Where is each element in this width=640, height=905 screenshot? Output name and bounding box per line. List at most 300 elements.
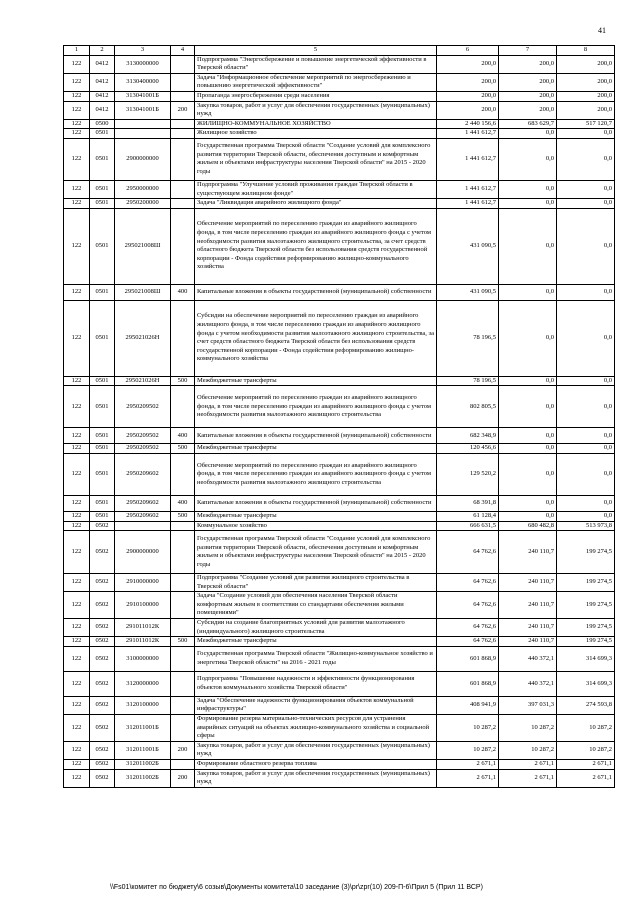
amount-2021-cell: 314 699,3 bbox=[557, 671, 615, 696]
table-row bbox=[64, 531, 615, 574]
amount-2019-cell: 666 631,5 bbox=[437, 521, 499, 531]
amount-2021-cell: 200,0 bbox=[557, 91, 615, 101]
amount-2019-cell: 78 196,5 bbox=[437, 376, 499, 386]
description-cell: Государственная программа Тверской области "Создание условий для комплексного развития территории Тверской области, обеспечения доступным и комфортным жильем и объектами инфраструктуры населения Тверской области" на 2015 - 2020 годы bbox=[195, 531, 437, 574]
ministry-code-cell: 122 bbox=[64, 671, 90, 696]
expense-type-cell bbox=[171, 208, 195, 284]
section-code-cell: 0412 bbox=[90, 73, 115, 91]
section-code-cell: 0502 bbox=[90, 531, 115, 574]
ministry-code-cell: 122 bbox=[64, 119, 90, 129]
amount-2020-cell: 240 110,7 bbox=[499, 592, 557, 619]
table-row bbox=[64, 129, 615, 139]
amount-2019-cell: 408 941,9 bbox=[437, 696, 499, 714]
description-cell: Закупка товаров, работ и услуг для обеспечения государственных (муниципальных) нужд bbox=[195, 101, 437, 119]
expense-type-cell: 400 bbox=[171, 428, 195, 444]
amount-2019-cell: 129 520,2 bbox=[437, 453, 499, 495]
section-code-cell: 0501 bbox=[90, 180, 115, 198]
amount-2021-cell: 0,0 bbox=[557, 138, 615, 180]
ministry-code-cell: 122 bbox=[64, 386, 90, 428]
amount-2021-cell: 517 120,7 bbox=[557, 119, 615, 129]
table-row bbox=[64, 592, 615, 619]
expense-type-cell bbox=[171, 574, 195, 592]
table-row bbox=[64, 138, 615, 180]
section-code-cell: 0501 bbox=[90, 444, 115, 454]
amount-2020-cell: 240 110,7 bbox=[499, 637, 557, 647]
description-cell: Подпрограмма "Улучшение условий проживания граждан Тверской области в существующем жилищном фонде" bbox=[195, 180, 437, 198]
header-row bbox=[64, 46, 615, 56]
table-row bbox=[64, 284, 615, 300]
amount-2020-cell: 10 287,2 bbox=[499, 715, 557, 742]
amount-2020-cell: 0,0 bbox=[499, 511, 557, 521]
target-article-cell: 295021026Н bbox=[115, 376, 171, 386]
section-code-cell: 0502 bbox=[90, 671, 115, 696]
description-cell: Обеспечение мероприятий по переселению граждан из аварийного жилищного фонда, в том числе переселению граждан из аварийного жилищного фонда с учетом необходимости развития малоэтажного жилищного строительства, за счет средств областного бюджета Тверской области без использования средств государственной корпорации - Фонда содействия реформированию жилищно-коммунального хозяйства bbox=[195, 208, 437, 284]
amount-2021-cell: 0,0 bbox=[557, 208, 615, 284]
amount-2020-cell: 0,0 bbox=[499, 199, 557, 209]
target-article-cell bbox=[115, 119, 171, 129]
ministry-code-cell: 122 bbox=[64, 444, 90, 454]
amount-2020-cell: 2 671,1 bbox=[499, 769, 557, 787]
amount-2019-cell: 431 090,5 bbox=[437, 208, 499, 284]
amount-2021-cell: 0,0 bbox=[557, 300, 615, 376]
amount-2019-cell: 2 671,1 bbox=[437, 760, 499, 770]
amount-2021-cell: 199 274,5 bbox=[557, 531, 615, 574]
table-row bbox=[64, 521, 615, 531]
expense-type-cell bbox=[171, 300, 195, 376]
ministry-code-cell: 122 bbox=[64, 511, 90, 521]
ministry-code-cell: 122 bbox=[64, 208, 90, 284]
amount-2019-cell: 601 868,9 bbox=[437, 646, 499, 671]
target-article-cell: 2950200000 bbox=[115, 199, 171, 209]
target-article-cell: 2910000000 bbox=[115, 574, 171, 592]
amount-2020-cell: 200,0 bbox=[499, 101, 557, 119]
amount-2021-cell: 0,0 bbox=[557, 386, 615, 428]
amount-2020-cell: 0,0 bbox=[499, 428, 557, 444]
amount-2020-cell: 0,0 bbox=[499, 180, 557, 198]
amount-2021-cell: 0,0 bbox=[557, 495, 615, 511]
table-row bbox=[64, 386, 615, 428]
target-article-cell: 3100000000 bbox=[115, 646, 171, 671]
amount-2020-cell: 10 287,2 bbox=[499, 741, 557, 759]
description-cell: Государственная программа Тверской области "Создание условий для комплексного развития территории Тверской области, обеспечения доступным и комфортным жильем и объектами инфраструктуры населения Тверской области" на 2015 - 2020 годы bbox=[195, 138, 437, 180]
ministry-code-cell: 122 bbox=[64, 592, 90, 619]
amount-2021-cell: 199 274,5 bbox=[557, 574, 615, 592]
amount-2020-cell: 200,0 bbox=[499, 91, 557, 101]
file-path-footer: \\Fs01\комитет по бюджету\6 созыв\Документы комитета\10 заседание (3)\pr\zpr(10) 209-П-6\Прил 5 (Прил 11 ВСР) bbox=[110, 884, 483, 891]
table-row bbox=[64, 428, 615, 444]
amount-2019-cell: 200,0 bbox=[437, 101, 499, 119]
target-article-cell: 2950209502 bbox=[115, 386, 171, 428]
target-article-cell: 2950209502 bbox=[115, 428, 171, 444]
description-cell: Формирование областного резерва топлива bbox=[195, 760, 437, 770]
section-code-cell: 0502 bbox=[90, 637, 115, 647]
amount-2019-cell: 1 441 612,7 bbox=[437, 138, 499, 180]
description-cell: Пропаганда энергосбережения среди населения bbox=[195, 91, 437, 101]
description-cell: Обеспечение мероприятий по переселению граждан из аварийного жилищного фонда, в том числе переселению граждан из аварийного жилищного фонда с учетом необходимости развития малоэтажного жилищного строительства bbox=[195, 453, 437, 495]
amount-2019-cell: 200,0 bbox=[437, 73, 499, 91]
table-row bbox=[64, 495, 615, 511]
expense-type-cell bbox=[171, 715, 195, 742]
section-code-cell: 0501 bbox=[90, 495, 115, 511]
target-article-cell: 291011012К bbox=[115, 637, 171, 647]
ministry-code-cell: 122 bbox=[64, 741, 90, 759]
target-article-cell: 312011002Б bbox=[115, 760, 171, 770]
amount-2019-cell: 10 287,2 bbox=[437, 715, 499, 742]
section-code-cell: 0501 bbox=[90, 129, 115, 139]
table-row bbox=[64, 55, 615, 73]
amount-2019-cell: 1 441 612,7 bbox=[437, 129, 499, 139]
amount-2019-cell: 200,0 bbox=[437, 91, 499, 101]
description-cell: Подпрограмма "Повышение надежности и эффективности функционирования объектов коммунального хозяйства Тверской области" bbox=[195, 671, 437, 696]
amount-2020-cell: 0,0 bbox=[499, 129, 557, 139]
expense-type-cell: 500 bbox=[171, 444, 195, 454]
ministry-code-cell: 122 bbox=[64, 521, 90, 531]
section-code-cell: 0502 bbox=[90, 646, 115, 671]
section-code-cell: 0501 bbox=[90, 284, 115, 300]
amount-2019-cell: 802 805,5 bbox=[437, 386, 499, 428]
section-code-cell: 0502 bbox=[90, 715, 115, 742]
amount-2020-cell: 2 671,1 bbox=[499, 760, 557, 770]
section-code-cell: 0412 bbox=[90, 101, 115, 119]
amount-2019-cell: 200,0 bbox=[437, 55, 499, 73]
target-article-cell bbox=[115, 521, 171, 531]
amount-2021-cell: 0,0 bbox=[557, 180, 615, 198]
amount-2021-cell: 200,0 bbox=[557, 73, 615, 91]
table-row bbox=[64, 637, 615, 647]
amount-2020-cell: 397 031,3 bbox=[499, 696, 557, 714]
section-code-cell: 0501 bbox=[90, 386, 115, 428]
amount-2021-cell: 0,0 bbox=[557, 444, 615, 454]
ministry-code-cell: 122 bbox=[64, 284, 90, 300]
ministry-code-cell: 122 bbox=[64, 453, 90, 495]
ministry-code-cell: 122 bbox=[64, 646, 90, 671]
table-row bbox=[64, 511, 615, 521]
target-article-cell: 3130400000 bbox=[115, 73, 171, 91]
description-cell: Капитальные вложения в объекты государственной (муниципальной) собственности bbox=[195, 495, 437, 511]
amount-2021-cell: 199 274,5 bbox=[557, 637, 615, 647]
expense-type-cell bbox=[171, 138, 195, 180]
amount-2021-cell: 2 671,1 bbox=[557, 760, 615, 770]
table-row bbox=[64, 376, 615, 386]
amount-2019-cell: 64 762,6 bbox=[437, 637, 499, 647]
amount-2020-cell: 0,0 bbox=[499, 138, 557, 180]
amount-2019-cell: 61 128,4 bbox=[437, 511, 499, 521]
amount-2019-cell: 601 868,9 bbox=[437, 671, 499, 696]
amount-2020-cell: 200,0 bbox=[499, 55, 557, 73]
amount-2020-cell: 200,0 bbox=[499, 73, 557, 91]
table-row bbox=[64, 769, 615, 787]
target-article-cell: 312011001Б bbox=[115, 715, 171, 742]
ministry-code-cell: 122 bbox=[64, 180, 90, 198]
table-row bbox=[64, 300, 615, 376]
table-row bbox=[64, 119, 615, 129]
expense-type-cell: 200 bbox=[171, 769, 195, 787]
amount-2021-cell: 10 287,2 bbox=[557, 715, 615, 742]
expense-type-cell bbox=[171, 73, 195, 91]
table-row bbox=[64, 715, 615, 742]
description-cell: Задача "Создание условий для обеспечения населения Тверской области комфортным жильем в соответствии со стандартами обеспечения жилыми помещениями" bbox=[195, 592, 437, 619]
section-code-cell: 0501 bbox=[90, 199, 115, 209]
table-row bbox=[64, 199, 615, 209]
description-cell: Межбюджетные трансферты bbox=[195, 444, 437, 454]
section-code-cell: 0502 bbox=[90, 741, 115, 759]
amount-2020-cell: 0,0 bbox=[499, 300, 557, 376]
expense-type-cell bbox=[171, 119, 195, 129]
table-row bbox=[64, 101, 615, 119]
description-cell: Закупка товаров, работ и услуг для обеспечения государственных (муниципальных) нужд bbox=[195, 769, 437, 787]
amount-2020-cell: 240 110,7 bbox=[499, 531, 557, 574]
expense-type-cell bbox=[171, 521, 195, 531]
description-cell: Межбюджетные трансферты bbox=[195, 637, 437, 647]
amount-2019-cell: 682 348,9 bbox=[437, 428, 499, 444]
amount-2019-cell: 2 440 156,6 bbox=[437, 119, 499, 129]
table-row bbox=[64, 671, 615, 696]
amount-2020-cell: 0,0 bbox=[499, 208, 557, 284]
amount-2021-cell: 199 274,5 bbox=[557, 619, 615, 637]
amount-2021-cell: 314 699,3 bbox=[557, 646, 615, 671]
table-row bbox=[64, 453, 615, 495]
description-cell: Задача "Обеспечение надежности функционирования объектов коммунальной инфраструктуры" bbox=[195, 696, 437, 714]
target-article-cell: 3120100000 bbox=[115, 696, 171, 714]
column-header: 5 bbox=[195, 46, 437, 56]
expense-type-cell bbox=[171, 531, 195, 574]
description-cell: Формирование резерва материально-технических ресурсов для устранения аварийных ситуаций на объектах жилищно-коммунального хозяйства и социальной сферы bbox=[195, 715, 437, 742]
description-cell: Жилищное хозяйство bbox=[195, 129, 437, 139]
description-cell: Государственная программа Тверской области "Жилищно-коммунальное хозяйство и энергетика Тверской области" на 2016 - 2021 годы bbox=[195, 646, 437, 671]
ministry-code-cell: 122 bbox=[64, 129, 90, 139]
table-row bbox=[64, 741, 615, 759]
column-header: 3 bbox=[115, 46, 171, 56]
expense-type-cell: 400 bbox=[171, 495, 195, 511]
section-code-cell: 0501 bbox=[90, 138, 115, 180]
ministry-code-cell: 122 bbox=[64, 91, 90, 101]
amount-2020-cell: 0,0 bbox=[499, 284, 557, 300]
amount-2019-cell: 1 441 612,7 bbox=[437, 199, 499, 209]
expense-type-cell: 400 bbox=[171, 284, 195, 300]
amount-2019-cell: 68 391,8 bbox=[437, 495, 499, 511]
amount-2020-cell: 0,0 bbox=[499, 376, 557, 386]
amount-2019-cell: 431 090,5 bbox=[437, 284, 499, 300]
amount-2021-cell: 0,0 bbox=[557, 376, 615, 386]
target-article-cell: 3130000000 bbox=[115, 55, 171, 73]
ministry-code-cell: 122 bbox=[64, 696, 90, 714]
column-header: 1 bbox=[64, 46, 90, 56]
expense-type-cell bbox=[171, 619, 195, 637]
table-row bbox=[64, 91, 615, 101]
expense-type-cell: 500 bbox=[171, 376, 195, 386]
ministry-code-cell: 122 bbox=[64, 619, 90, 637]
ministry-code-cell: 122 bbox=[64, 715, 90, 742]
amount-2019-cell: 64 762,6 bbox=[437, 574, 499, 592]
table-body bbox=[64, 55, 615, 787]
ministry-code-cell: 122 bbox=[64, 199, 90, 209]
amount-2019-cell: 10 287,2 bbox=[437, 741, 499, 759]
target-article-cell: 2950209602 bbox=[115, 511, 171, 521]
expense-type-cell bbox=[171, 91, 195, 101]
description-cell: Подпрограмма "Создание условий для развития жилищного строительства в Тверской области" bbox=[195, 574, 437, 592]
expense-type-cell: 500 bbox=[171, 511, 195, 521]
ministry-code-cell: 122 bbox=[64, 376, 90, 386]
ministry-code-cell: 122 bbox=[64, 574, 90, 592]
section-code-cell: 0501 bbox=[90, 428, 115, 444]
amount-2021-cell: 0,0 bbox=[557, 129, 615, 139]
amount-2020-cell: 240 110,7 bbox=[499, 619, 557, 637]
amount-2019-cell: 1 441 612,7 bbox=[437, 180, 499, 198]
amount-2021-cell: 274 593,8 bbox=[557, 696, 615, 714]
section-code-cell: 0502 bbox=[90, 592, 115, 619]
description-cell: ЖИЛИЩНО-КОММУНАЛЬНОЕ ХОЗЯЙСТВО bbox=[195, 119, 437, 129]
table-row bbox=[64, 180, 615, 198]
table-row bbox=[64, 696, 615, 714]
section-code-cell: 0500 bbox=[90, 119, 115, 129]
description-cell: Подпрограмма "Энергосбережение и повышение энергетической эффективности в Тверской области" bbox=[195, 55, 437, 73]
description-cell: Капитальные вложения в объекты государственной (муниципальной) собственности bbox=[195, 428, 437, 444]
amount-2019-cell: 120 456,6 bbox=[437, 444, 499, 454]
table-row bbox=[64, 444, 615, 454]
section-code-cell: 0501 bbox=[90, 208, 115, 284]
target-article-cell bbox=[115, 129, 171, 139]
target-article-cell: 291011012К bbox=[115, 619, 171, 637]
amount-2021-cell: 0,0 bbox=[557, 199, 615, 209]
table-row bbox=[64, 574, 615, 592]
budget-table bbox=[63, 45, 615, 788]
page-number: 41 bbox=[598, 26, 606, 35]
column-header: 8 bbox=[557, 46, 615, 56]
section-code-cell: 0501 bbox=[90, 511, 115, 521]
description-cell: Субсидии на обеспечение мероприятий по переселению граждан из аварийного жилищного фонда, в том числе переселению граждан из аварийного жилищного фонда с учетом необходимости развития малоэтажного жилищного строительства, за счет средств областного бюджета Тверской области без использования средств государственной корпорации - Фонда содействия реформированию жилищно-коммунального хозяйства bbox=[195, 300, 437, 376]
column-header: 4 bbox=[171, 46, 195, 56]
expense-type-cell bbox=[171, 671, 195, 696]
amount-2019-cell: 2 671,1 bbox=[437, 769, 499, 787]
expense-type-cell bbox=[171, 55, 195, 73]
amount-2021-cell: 10 287,2 bbox=[557, 741, 615, 759]
expense-type-cell bbox=[171, 646, 195, 671]
target-article-cell: 3120000000 bbox=[115, 671, 171, 696]
target-article-cell: 2900000000 bbox=[115, 531, 171, 574]
ministry-code-cell: 122 bbox=[64, 495, 90, 511]
table-row bbox=[64, 208, 615, 284]
ministry-code-cell: 122 bbox=[64, 760, 90, 770]
section-code-cell: 0502 bbox=[90, 696, 115, 714]
amount-2020-cell: 0,0 bbox=[499, 495, 557, 511]
amount-2020-cell: 0,0 bbox=[499, 453, 557, 495]
amount-2021-cell: 0,0 bbox=[557, 428, 615, 444]
expense-type-cell bbox=[171, 760, 195, 770]
expense-type-cell bbox=[171, 180, 195, 198]
section-code-cell: 0501 bbox=[90, 300, 115, 376]
description-cell: Субсидии на создание благоприятных условий для развития малоэтажного (индивидуального) жилищного строительства bbox=[195, 619, 437, 637]
description-cell: Задача "Информационное обеспечение мероприятий по энергосбережению и повышению энергетической эффективности" bbox=[195, 73, 437, 91]
expense-type-cell: 200 bbox=[171, 101, 195, 119]
target-article-cell: 312011001Б bbox=[115, 741, 171, 759]
amount-2019-cell: 64 762,6 bbox=[437, 592, 499, 619]
section-code-cell: 0501 bbox=[90, 376, 115, 386]
column-header: 2 bbox=[90, 46, 115, 56]
section-code-cell: 0502 bbox=[90, 760, 115, 770]
expense-type-cell bbox=[171, 199, 195, 209]
table-row bbox=[64, 760, 615, 770]
ministry-code-cell: 122 bbox=[64, 428, 90, 444]
target-article-cell: 295021008Ш bbox=[115, 208, 171, 284]
amount-2019-cell: 78 196,5 bbox=[437, 300, 499, 376]
ministry-code-cell: 122 bbox=[64, 637, 90, 647]
amount-2019-cell: 64 762,6 bbox=[437, 619, 499, 637]
target-article-cell: 295021026Н bbox=[115, 300, 171, 376]
expense-type-cell bbox=[171, 696, 195, 714]
target-article-cell: 2950209502 bbox=[115, 444, 171, 454]
description-cell: Задача "Ликвидация аварийного жилищного фонда" bbox=[195, 199, 437, 209]
ministry-code-cell: 122 bbox=[64, 769, 90, 787]
description-cell: Коммунальное хозяйство bbox=[195, 521, 437, 531]
description-cell: Обеспечение мероприятий по переселению граждан из аварийного жилищного фонда, в том числе переселению граждан из аварийного жилищного фонда с учетом необходимости развития малоэтажного жилищного строительства bbox=[195, 386, 437, 428]
target-article-cell: 313041001Б bbox=[115, 91, 171, 101]
target-article-cell: 2910100000 bbox=[115, 592, 171, 619]
amount-2020-cell: 680 482,8 bbox=[499, 521, 557, 531]
ministry-code-cell: 122 bbox=[64, 138, 90, 180]
section-code-cell: 0502 bbox=[90, 769, 115, 787]
description-cell: Капитальные вложения в объекты государственной (муниципальной) собственности bbox=[195, 284, 437, 300]
amount-2021-cell: 0,0 bbox=[557, 284, 615, 300]
expense-type-cell bbox=[171, 386, 195, 428]
section-code-cell: 0502 bbox=[90, 574, 115, 592]
ministry-code-cell: 122 bbox=[64, 55, 90, 73]
section-code-cell: 0412 bbox=[90, 55, 115, 73]
amount-2020-cell: 240 110,7 bbox=[499, 574, 557, 592]
amount-2020-cell: 440 372,1 bbox=[499, 646, 557, 671]
section-code-cell: 0502 bbox=[90, 619, 115, 637]
amount-2020-cell: 0,0 bbox=[499, 444, 557, 454]
ministry-code-cell: 122 bbox=[64, 531, 90, 574]
expense-type-cell: 200 bbox=[171, 741, 195, 759]
ministry-code-cell: 122 bbox=[64, 101, 90, 119]
section-code-cell: 0412 bbox=[90, 91, 115, 101]
table-row bbox=[64, 646, 615, 671]
amount-2021-cell: 513 973,8 bbox=[557, 521, 615, 531]
expense-type-cell bbox=[171, 453, 195, 495]
target-article-cell: 2950209602 bbox=[115, 453, 171, 495]
target-article-cell: 312011002Б bbox=[115, 769, 171, 787]
target-article-cell: 2900000000 bbox=[115, 138, 171, 180]
amount-2021-cell: 0,0 bbox=[557, 511, 615, 521]
column-header: 7 bbox=[499, 46, 557, 56]
description-cell: Межбюджетные трансферты bbox=[195, 376, 437, 386]
amount-2021-cell: 199 274,5 bbox=[557, 592, 615, 619]
expense-type-cell: 500 bbox=[171, 637, 195, 647]
target-article-cell: 2950000000 bbox=[115, 180, 171, 198]
ministry-code-cell: 122 bbox=[64, 73, 90, 91]
amount-2021-cell: 2 671,1 bbox=[557, 769, 615, 787]
target-article-cell: 2950209602 bbox=[115, 495, 171, 511]
target-article-cell: 295021008Ш bbox=[115, 284, 171, 300]
section-code-cell: 0502 bbox=[90, 521, 115, 531]
expense-type-cell bbox=[171, 592, 195, 619]
amount-2020-cell: 0,0 bbox=[499, 386, 557, 428]
amount-2020-cell: 440 372,1 bbox=[499, 671, 557, 696]
amount-2021-cell: 200,0 bbox=[557, 55, 615, 73]
amount-2019-cell: 64 762,6 bbox=[437, 531, 499, 574]
table-row bbox=[64, 73, 615, 91]
amount-2021-cell: 200,0 bbox=[557, 101, 615, 119]
amount-2021-cell: 0,0 bbox=[557, 453, 615, 495]
table-row bbox=[64, 619, 615, 637]
ministry-code-cell: 122 bbox=[64, 300, 90, 376]
target-article-cell: 313041001Б bbox=[115, 101, 171, 119]
expense-type-cell bbox=[171, 129, 195, 139]
description-cell: Закупка товаров, работ и услуг для обеспечения государственных (муниципальных) нужд bbox=[195, 741, 437, 759]
column-header: 6 bbox=[437, 46, 499, 56]
section-code-cell: 0501 bbox=[90, 453, 115, 495]
amount-2020-cell: 683 629,7 bbox=[499, 119, 557, 129]
